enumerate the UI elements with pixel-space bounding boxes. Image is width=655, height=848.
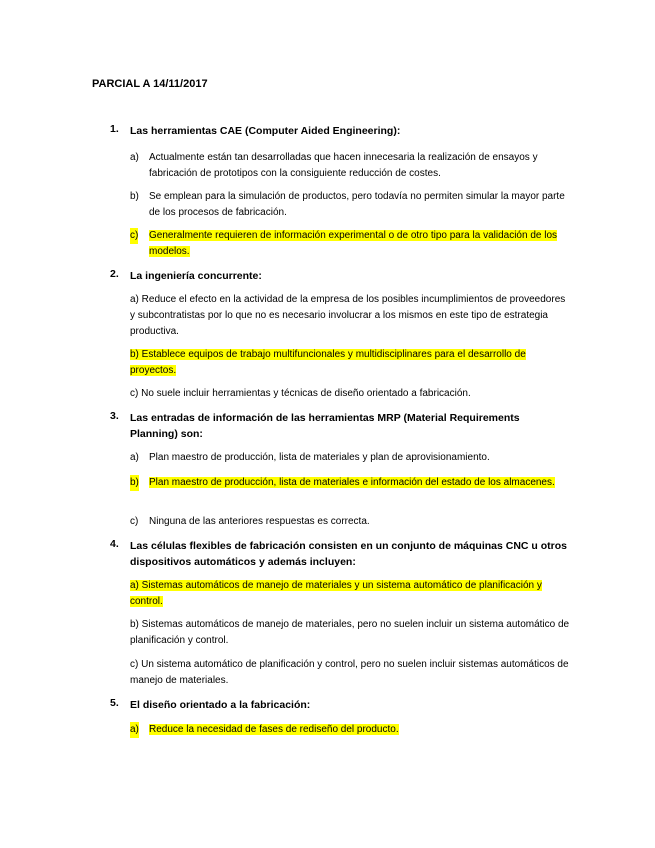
option-letter: c): [130, 228, 138, 244]
option-text: [149, 722, 569, 738]
question-text: Las células flexibles de fabricación consisten en un conjunto de máquinas CNC u otros dispositivos automáticos y además incluyen:: [130, 540, 568, 568]
question-4-option-c: c) Un sistema automático de planificación y control, pero no suelen incluir sistemas automáticos de manejo de materiales.: [130, 659, 569, 686]
question-2-option-a: a) Reduce el efecto en la actividad de la empresa de los posibles incumplimientos de proveedores y subcontratistas por lo que no es necesario involucrar a los mismos en este tipo de estrategia productiva.: [130, 294, 566, 337]
question-number: 1.: [110, 123, 119, 135]
question-text: Las entradas de información de las herramientas MRP (Material Requirements Planning) son:: [130, 412, 520, 440]
option-text: [149, 475, 569, 491]
option-text: Ninguna de las anteriores respuestas es correcta.: [149, 516, 370, 527]
option-letter: c): [130, 516, 139, 527]
highlighted-answer: Generalmente requieren de información experimental o de otro tipo para la validación de los modelos.: [149, 230, 558, 257]
highlighted-answer: Plan maestro de producción, lista de materiales e información del estado de los almacenes.: [149, 477, 555, 488]
highlighted-answer: Reduce la necesidad de fases de rediseño del producto.: [149, 724, 399, 735]
option-text: Plan maestro de producción, lista de materiales y plan de aprovisionamiento.: [149, 452, 490, 463]
question-number: 5.: [110, 697, 119, 709]
question-text: Las herramientas CAE (Computer Aided Engineering):: [130, 125, 401, 137]
question-number: 2.: [110, 268, 119, 280]
option-letter: a): [130, 152, 139, 163]
question-number: 3.: [110, 410, 119, 422]
question-2-option-c: c) No suele incluir herramientas y técnicas de diseño orientado a fabricación.: [130, 388, 471, 399]
option-text: Se emplean para la simulación de productos, pero todavía no permiten simular la mayor parte de los procesos de fabricación.: [149, 191, 565, 218]
question-2-option-b: [130, 347, 570, 379]
option-letter: a): [130, 722, 139, 738]
question-4-option-b: b) Sistemas automáticos de manejo de materiales, pero no suelen incluir un sistema automático de planificación y control.: [130, 619, 570, 646]
question-text: El diseño orientado a la fabricación:: [130, 699, 311, 711]
option-text: [149, 228, 569, 260]
option-letter: a): [130, 452, 139, 463]
question-4-option-a: [130, 578, 570, 610]
option-letter: b): [130, 191, 139, 202]
exam-title: PARCIAL A 14/11/2017: [92, 78, 208, 90]
option-letter: b): [130, 475, 139, 491]
highlighted-answer: b) Establece equipos de trabajo multifuncionales y multidisciplinares para el desarrollo de proyectos.: [130, 349, 526, 376]
highlighted-answer: a) Sistemas automáticos de manejo de materiales y un sistema automático de planificación y control.: [130, 580, 542, 607]
question-number: 4.: [110, 538, 119, 550]
option-text: Actualmente están tan desarrolladas que hacen innecesaria la realización de ensayos y fabricación de prototipos con la consiguiente reducción de costes.: [149, 152, 538, 179]
question-text: La ingeniería concurrente:: [130, 270, 262, 282]
